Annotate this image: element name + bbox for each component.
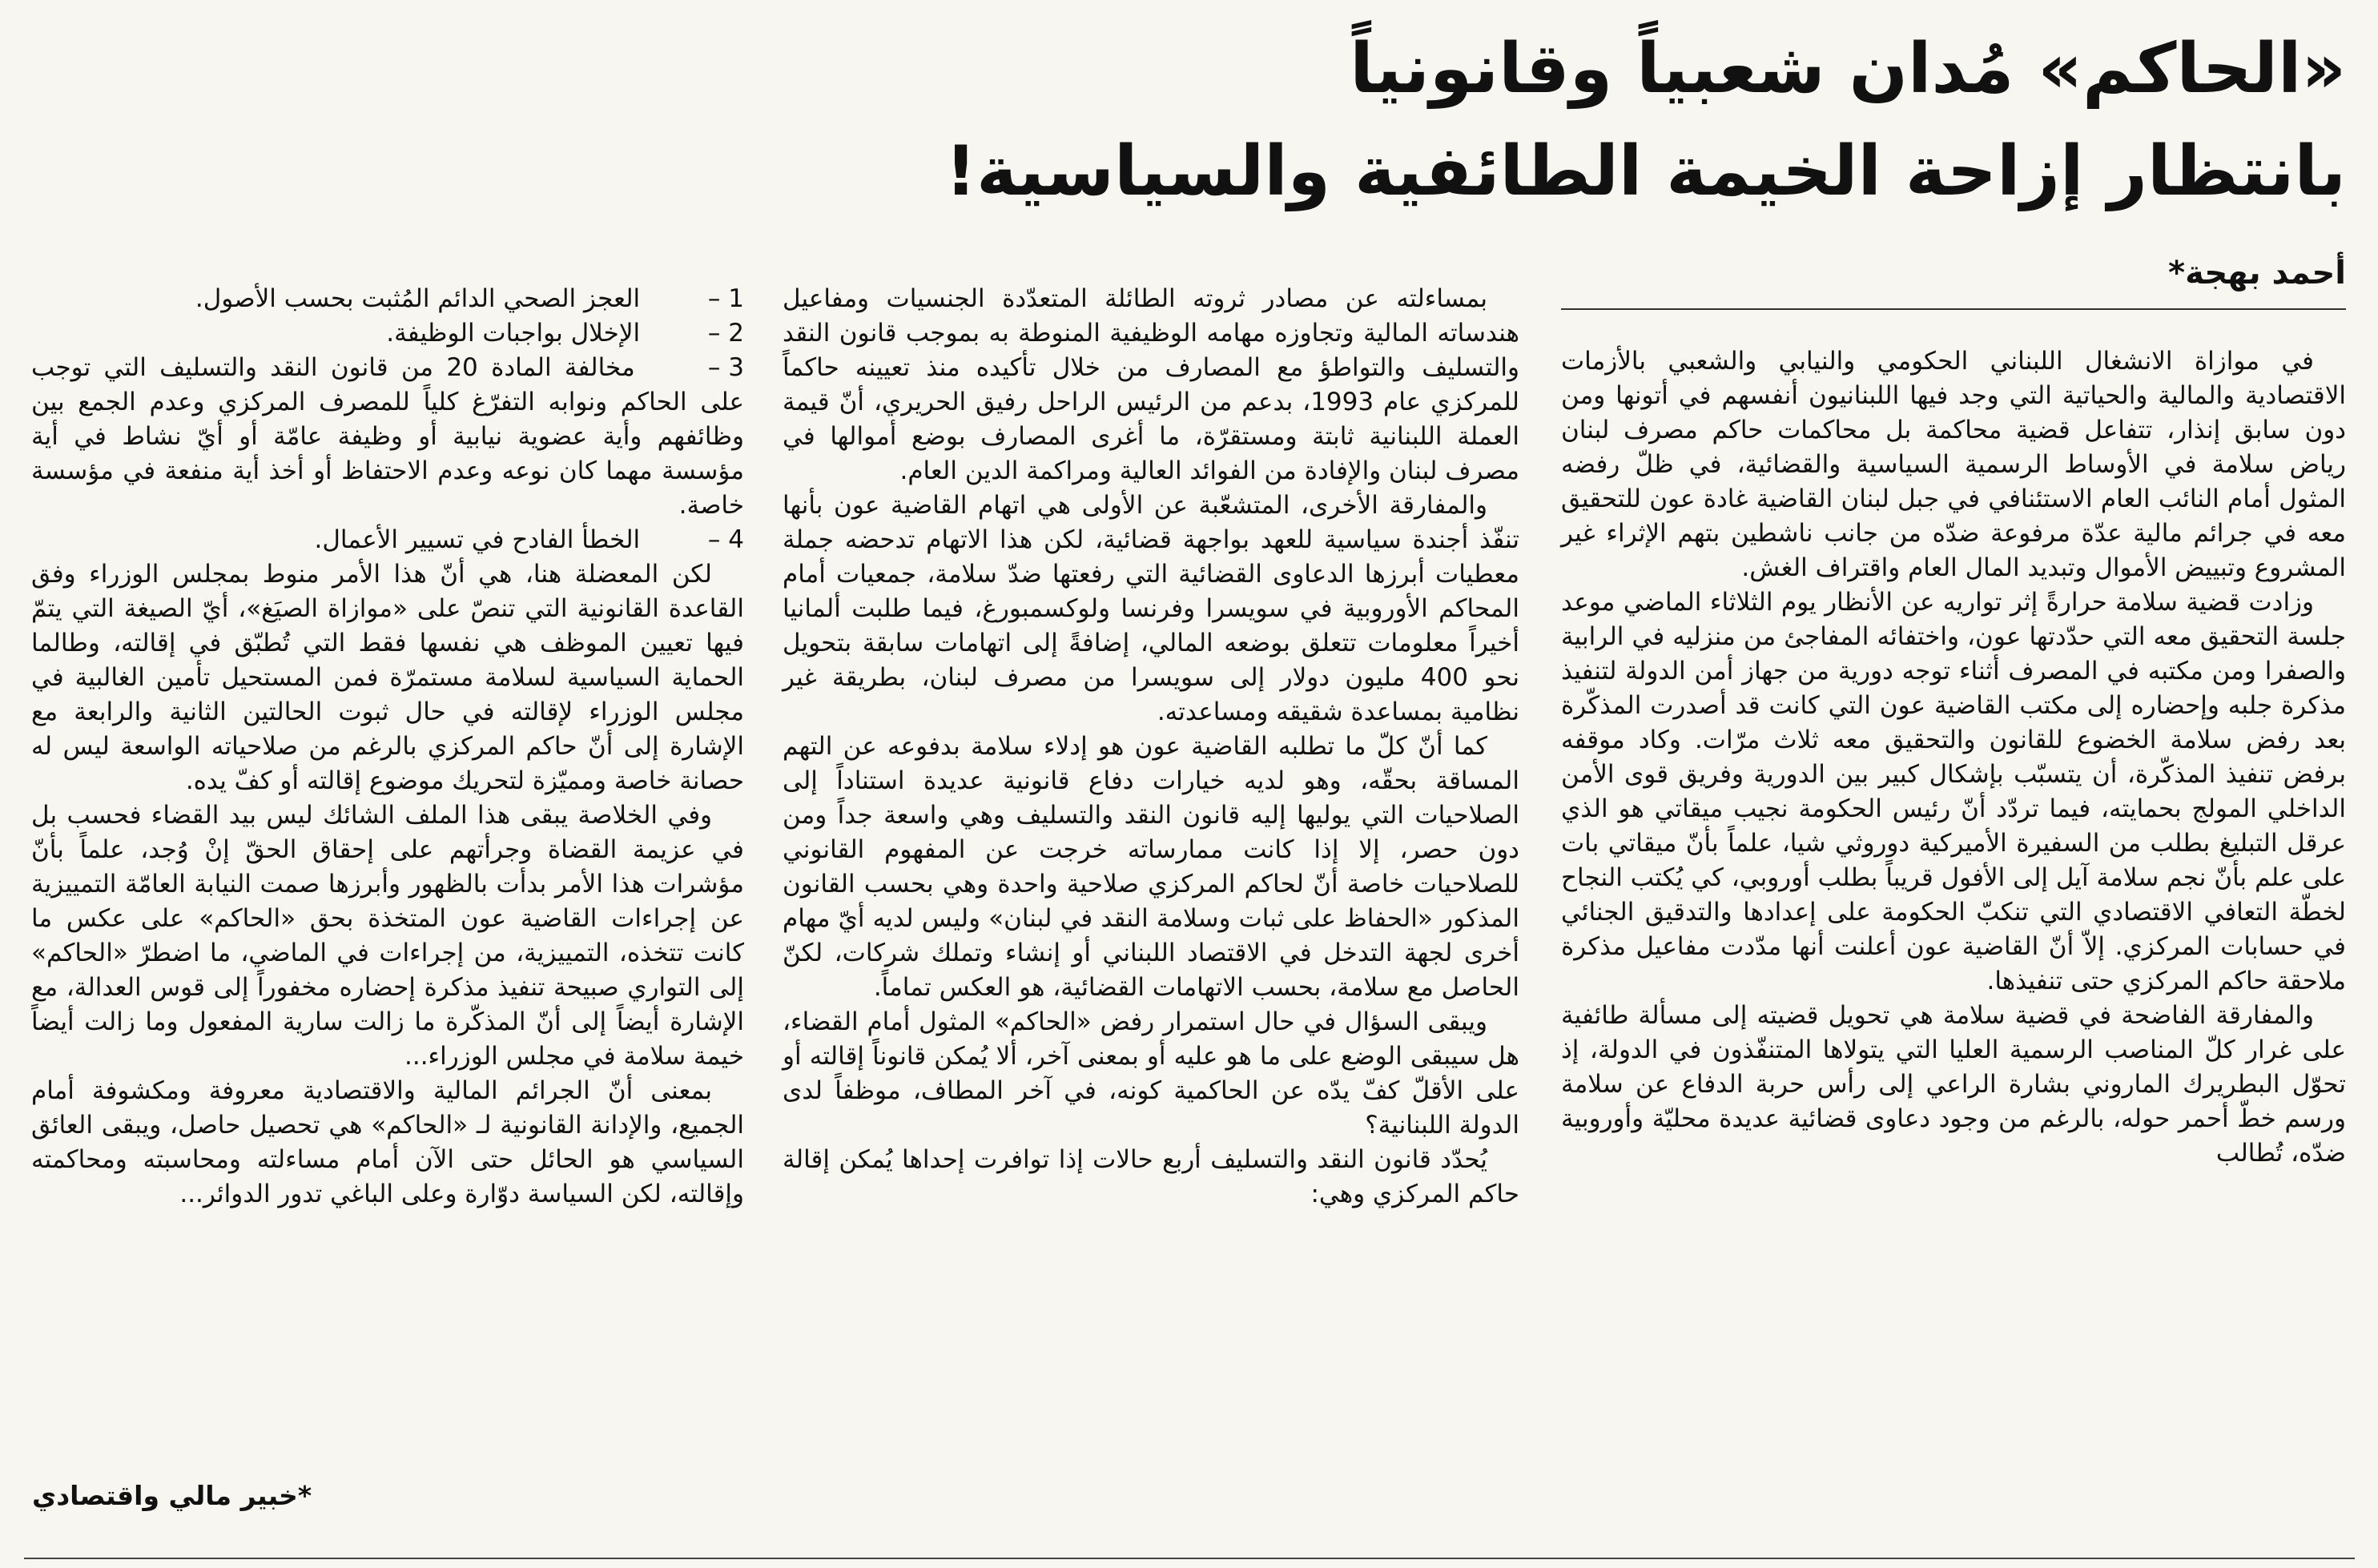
bottom-divider xyxy=(24,1558,2355,1559)
list-item xyxy=(31,523,744,557)
headline-line-1: «الحاكم» مُدان شعبياً وقانونياً xyxy=(1350,29,2346,109)
list-item-text: الخطأ الفادح في تسيير الأعمال. xyxy=(314,525,641,554)
paragraph: بمساءلته عن مصادر ثروته الطائلة المتعدّدة الجنسيات ومفاعيل هندساته المالية وتجاوزه مهامه الوظيفية المنوطة به بموجب قانون النقد والتسليف والتواطؤ مع المصارف من خلال تأكيده منذ تعيينه حاكماً للمركزي عام 1993، بدعم من الرئيس الراحل رفيق الحريري، أنّ قيمة العملة اللبنانية ثابتة ومستقرّة، ما أغرى المصارف بوضع أموالها في مصرف لبنان والإفادة من الفوائد العالية ومراكمة الدين العام. xyxy=(783,284,1519,485)
list-item-number: 2 – xyxy=(707,319,744,348)
list-item-number: 4 – xyxy=(707,525,744,554)
paragraph: ويبقى السؤال في حال استمرار رفض «الحاكم» المثول أمام القضاء، هل سيبقى الوضع على ما هو عليه أو بمعنى آخر، ألا يُمكن قانوناً إقالته أو على الأقلّ كفّ يدّه عن الحاكمية كونه، في آخر المطاف، موظفاً لدى الدولة اللبنانية؟ xyxy=(783,1007,1519,1140)
byline: أحمد بهجة* xyxy=(2168,255,2346,291)
article-column-left xyxy=(31,282,744,1475)
list-item-text: مخالفة المادة 20 من قانون النقد والتسليف التي توجب على الحاكم ونوابه التفرّغ كلياً للمصرف المركزي وعدم الجمع بين وظائفهم وأية عضوية نيابية أو وظيفة عامّة أو أيّ نشاط في أية مؤسسة مهما كان نوعه وعدم الاحتفاظ أو أخذ أية منفعة في مؤسسة خاصة. xyxy=(31,353,744,520)
headline-line-2: بانتظار إزاحة الخيمة الطائفية والسياسية! xyxy=(944,131,2346,211)
paragraph: في موازاة الانشغال اللبناني الحكومي والنيابي والشعبي بالأزمات الاقتصادية والمالية والحياتية التي وجد فيها اللبنانيون أنفسهم في أتونها ومن دون سابق إنذار، تتفاعل قضية محاكمة بل محاكمات حاكم مصرف لبنان رياض سلامة في الأوساط الرسمية السياسية والقضائية، في ظلّ رفضه المثول أمام النائب العام الاستئنافي في جبل لبنان القاضية غادة عون للتحقيق معه في جرائم مالية عدّة مرفوعة ضدّه من جانب ناشطين بتهم الإثراء غير المشروع وتبييض الأموال وتبديد المال العام واقتراف الغش. xyxy=(1561,347,2346,582)
paragraph: وزادت قضية سلامة حرارةً إثر تواريه عن الأنظار يوم الثلاثاء الماضي موعد جلسة التحقيق معه التي حدّدتها عون، واختفائه المفاجئ من منزليه في الرابية والصفرا ومن مكتبه في المصرف أثناء توجه دورية من جهاز أمن الدولة لتنفيذ مذكرة جلبه وإحضاره إلى مكتب القاضية عون التي كانت قد أصدرت المذكّرة بعد رفض سلامة الخضوع للقانون والتحقيق معه ثلاث مرّات. وكاد موقفه برفض تنفيذ المذكّرة، أن يتسبّب بإشكال كبير بين الدورية وفريق قوى الأمن الداخلي المولج بحمايته، فيما تردّد أنّ رئيس الحكومة نجيب ميقاتي هو الذي عرقل التبليغ بطلب من السفيرة الأميركية دوروثي شيا، علماً بأنّ ميقاتي بات على علم بأنّ نجم سلامة آيل إلى الأفول قريباً بطلب أوروبي، كي يُكتب النجاح لخطّة التعافي الاقتصادي التي تنكبّ الحكومة على إعدادها والتدقيق الجنائي في حسابات المركزي. إلاّ أنّ القاضية عون أعلنت أنها مدّدت مفاعيل مذكرة ملاحقة حاكم المركزي حتى تنفيذها. xyxy=(1561,588,2346,995)
list-item xyxy=(31,282,744,316)
paragraph: والمفارقة الفاضحة في قضية سلامة هي تحويل قضيته إلى مسألة طائفية على غرار كلّ المناصب الرسمية العليا التي يتولاها المتنفّذون في الدولة، إذ تحوّل البطريرك الماروني بشارة الراعي إلى رأس حربة الدفاع عن سلامة ورسم خطّ أحمر حوله، بالرغم من وجود دعاوى قضائية عديدة محليّة وأوروبية ضدّه، تُطالب xyxy=(1561,1001,2346,1168)
list-item-number: 3 – xyxy=(707,353,744,382)
headline xyxy=(39,18,2346,234)
paragraph: لكن المعضلة هنا، هي أنّ هذا الأمر منوط بمجلس الوزراء وفق القاعدة القانونية التي تنصّ على «موازاة الصيَغ»، أيّ الصيغة التي يتمّ فيها تعيين الموظف هي نفسها فقط التي تُطبّق في إقالته، وطالما الحماية السياسية لسلامة مستمرّة فمن المستحيل تأمين الغالبية في مجلس الوزراء لإقالته في حال ثبوت الحالتين الثانية والرابعة مع الإشارة إلى أنّ حاكم المركزي بالرغم من صلاحياته الواسعة ليس له حصانة خاصة ومميّزة لتحريك موضوع إقالته أو كفّ يده. xyxy=(31,560,744,795)
paragraph: كما أنّ كلّ ما تطلبه القاضية عون هو إدلاء سلامة بدفوعه عن التهم المساقة بحقّه، وهو لديه خيارات دفاع قانونية عديدة استناداً إلى الصلاحيات التي يوليها إليه قانون النقد والتسليف وهي واسعة جداً ومن دون حصر، إلا إذا كانت ممارساته خرجت عن المفهوم القانوني للصلاحيات خاصة أنّ لحاكم المركزي صلاحية واحدة وهي بحسب القانون المذكور «الحفاظ على ثبات وسلامة النقد في لبنان» وليس لديه أيّ مهام أخرى لجهة التدخل في الاقتصاد اللبناني أو إنشاء وتملك شركات، لكنّ الحاصل مع سلامة، بحسب الاتهامات القضائية، هو العكس تماماً. xyxy=(783,732,1519,1002)
paragraph: يُحدّد قانون النقد والتسليف أربع حالات إذا توافرت إحداها يُمكن إقالة حاكم المركزي وهي: xyxy=(783,1145,1519,1208)
byline-divider xyxy=(1561,308,2346,310)
paragraph: والمفارقة الأخرى، المتشعّبة عن الأولى هي اتهام القاضية عون بأنها تنفّذ أجندة سياسية للعهد بواجهة قضائية، لكن هذا الاتهام تدحضه جملة معطيات أبرزها الدعاوى القضائية التي رفعتها ضدّ سلامة، جمعيات أمام المحاكم الأوروبية في سويسرا وفرنسا ولوكسمبورغ، فيما طلبت ألمانيا أخيراً معلومات تتعلق بوضعه المالي، إضافةً إلى اتهامات سابقة بتحويل نحو 400 مليون دولار إلى سويسرا من مصرف لبنان، بطريقة غير نظامية بمساعدة شقيقه ومساعدته. xyxy=(783,491,1520,726)
list-item-text: الإخلال بواجبات الوظيفة. xyxy=(386,319,641,348)
list-item xyxy=(31,316,744,351)
paragraph: بمعنى أنّ الجرائم المالية والاقتصادية معروفة ومكشوفة أمام الجميع، والإدانة القانونية لـ «الحاكم» هي تحصيل حاصل، ويبقى العائق السياسي هو الحائل حتى الآن أمام مساءلته ومحاسبته ومحاكمته وإقالته، لكن السياسة دوّارة وعلى الباغي تدور الدوائر... xyxy=(31,1076,744,1208)
list-item-number: 1 – xyxy=(707,284,744,313)
list-item-text: العجز الصحي الدائم المُثبت بحسب الأصول. xyxy=(195,284,641,313)
author-footnote: *خبير مالي واقتصادي xyxy=(32,1480,312,1511)
paragraph: وفي الخلاصة يبقى هذا الملف الشائك ليس بيد القضاء فحسب بل في عزيمة القضاة وجرأتهم على إحقاق الحقّ إنْ وُجد، علماً بأنّ مؤشرات هذا الأمر بدأت بالظهور وأبرزها صمت النيابة العامّة التمييزية عن إجراءات القاضية عون المتخذة بحق «الحاكم» على عكس ما كانت تتخذه، التمييزية، من إجراءات في الماضي، ما اضطرّ «الحاكم» إلى التواري صبيحة تنفيذ مذكرة إحضاره مخفوراً إلى قوس العدالة، مع الإشارة أيضاً إلى أنّ المذكّرة ما زالت سارية المفعول وما زالت أيضاً خيمة سلامة في مجلس الوزراء... xyxy=(31,801,744,1071)
article-column-right xyxy=(1561,344,2346,1522)
dismissal-conditions-list xyxy=(31,282,744,557)
list-item xyxy=(31,351,744,523)
article-column-middle xyxy=(783,282,1519,1531)
